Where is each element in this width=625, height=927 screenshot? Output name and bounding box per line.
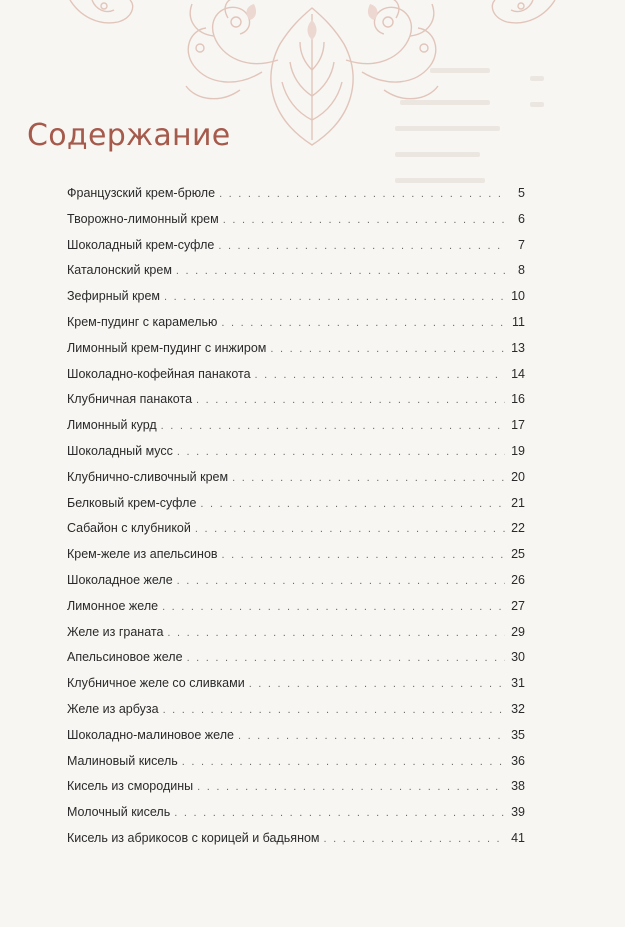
- toc-entry: [67, 263, 525, 289]
- dot-leader: [163, 704, 505, 716]
- toc-entry-page: 22: [511, 521, 525, 536]
- toc-entry: [67, 392, 525, 418]
- dot-leader: [238, 730, 505, 742]
- toc-entry: [67, 470, 525, 496]
- toc-entry-page: 31: [511, 676, 525, 691]
- toc-entry-title: Кисель из абрикосов с корицей и бадьяном: [67, 830, 320, 845]
- dot-leader: [219, 188, 505, 200]
- page-title: Содержание: [27, 118, 231, 153]
- toc-entry-page: 39: [511, 805, 525, 820]
- dot-leader: [177, 575, 505, 587]
- toc-entry-page: 17: [511, 418, 525, 433]
- dot-leader: [221, 317, 505, 329]
- toc-entry: [67, 728, 525, 754]
- toc-entry: [67, 805, 525, 831]
- toc-entry-page: 13: [511, 340, 525, 355]
- toc-entry-page: 32: [511, 701, 525, 716]
- toc-entry-page: 26: [511, 572, 525, 587]
- toc-entry: [67, 625, 525, 651]
- toc-entry-page: 14: [511, 366, 525, 381]
- toc-entry-title: Кисель из смородины: [67, 779, 194, 794]
- table-of-contents: [67, 186, 525, 857]
- toc-entry-page: 10: [511, 289, 525, 304]
- toc-entry-title: Зефирный крем: [67, 289, 161, 304]
- toc-entry-title: Белковый крем-суфле: [67, 495, 197, 510]
- toc-entry: [67, 779, 525, 805]
- toc-entry-page: 8: [518, 263, 525, 278]
- toc-entry: [67, 573, 525, 599]
- toc-entry: [67, 238, 525, 264]
- dot-leader: [195, 523, 505, 535]
- dot-leader: [255, 369, 505, 381]
- dot-leader: [218, 240, 505, 252]
- dot-leader: [223, 214, 505, 226]
- toc-entry: [67, 186, 525, 212]
- toc-entry-page: 21: [511, 495, 525, 510]
- toc-entry-title: Клубнично-сливочный крем: [67, 469, 229, 484]
- toc-entry-title: Лимонный крем-пудинг с инжиром: [67, 340, 267, 355]
- toc-entry: [67, 367, 525, 393]
- toc-entry-title: Апельсиновое желе: [67, 650, 183, 665]
- dot-leader: [164, 291, 505, 303]
- toc-entry: [67, 547, 525, 573]
- toc-entry-page: 36: [511, 753, 525, 768]
- toc-entry-page: 19: [511, 443, 525, 458]
- toc-entry-title: Французский крем-брюле: [67, 186, 216, 200]
- dot-leader: [222, 549, 505, 561]
- toc-entry-title: Сабайон с клубникой: [67, 521, 191, 536]
- toc-entry: [67, 444, 525, 470]
- toc-entry-title: Крем-пудинг с карамелью: [67, 314, 218, 329]
- toc-entry-title: Малиновый кисель: [67, 753, 178, 768]
- toc-entry: [67, 212, 525, 238]
- toc-entry-page: 38: [511, 779, 525, 794]
- toc-entry-page: 29: [511, 624, 525, 639]
- toc-entry-title: Шоколадный мусс: [67, 443, 173, 458]
- toc-entry-title: Шоколадно-кофейная панакота: [67, 366, 251, 381]
- toc-entry-page: 30: [511, 650, 525, 665]
- toc-entry-title: Молочный кисель: [67, 805, 171, 820]
- toc-entry: [67, 831, 525, 857]
- dot-leader: [196, 394, 505, 406]
- toc-entry-title: Лимонное желе: [67, 598, 159, 613]
- dot-leader: [182, 756, 505, 768]
- dot-leader: [187, 652, 505, 664]
- dot-leader: [200, 498, 505, 510]
- toc-entry-title: Крем-желе из апельсинов: [67, 547, 218, 562]
- toc-entry-page: 35: [511, 727, 525, 742]
- toc-entry-page: 11: [512, 314, 525, 329]
- dot-leader: [167, 627, 505, 639]
- toc-entry-title: Шоколадно-малиновое желе: [67, 727, 234, 742]
- toc-entry-title: Лимонный курд: [67, 418, 157, 433]
- toc-entry: [67, 315, 525, 341]
- toc-entry: [67, 754, 525, 780]
- dot-leader: [324, 833, 505, 845]
- toc-entry-page: 41: [511, 830, 525, 845]
- dot-leader: [232, 472, 505, 484]
- toc-entry-page: 5: [518, 186, 525, 200]
- toc-entry-title: Шоколадное желе: [67, 572, 173, 587]
- toc-entry-title: Клубничное желе со сливками: [67, 676, 245, 691]
- toc-entry: [67, 521, 525, 547]
- toc-entry-page: 16: [511, 392, 525, 407]
- dot-leader: [249, 678, 505, 690]
- toc-entry: [67, 676, 525, 702]
- dot-leader: [162, 601, 505, 613]
- toc-entry-title: Клубничная панакота: [67, 392, 193, 407]
- dot-leader: [197, 781, 505, 793]
- dot-leader: [174, 807, 505, 819]
- toc-entry-page: 6: [518, 211, 525, 226]
- toc-entry-title: Каталонский крем: [67, 263, 172, 278]
- toc-entry-title: Шоколадный крем-суфле: [67, 237, 215, 252]
- toc-entry: [67, 341, 525, 367]
- toc-entry-page: 20: [511, 469, 525, 484]
- toc-entry: [67, 599, 525, 625]
- dot-leader: [177, 446, 505, 458]
- toc-entry-title: Творожно-лимонный крем: [67, 211, 219, 226]
- dot-leader: [270, 343, 505, 355]
- toc-entry: [67, 289, 525, 315]
- toc-entry: [67, 702, 525, 728]
- toc-entry-title: Желе из граната: [67, 624, 164, 639]
- dot-leader: [176, 265, 505, 277]
- toc-entry-page: 27: [511, 598, 525, 613]
- toc-entry-title: Желе из арбуза: [67, 701, 159, 716]
- toc-entry: [67, 496, 525, 522]
- toc-entry-page: 25: [511, 547, 525, 562]
- toc-entry: [67, 418, 525, 444]
- dot-leader: [161, 420, 505, 432]
- toc-entry: [67, 650, 525, 676]
- toc-entry-page: 7: [518, 237, 525, 252]
